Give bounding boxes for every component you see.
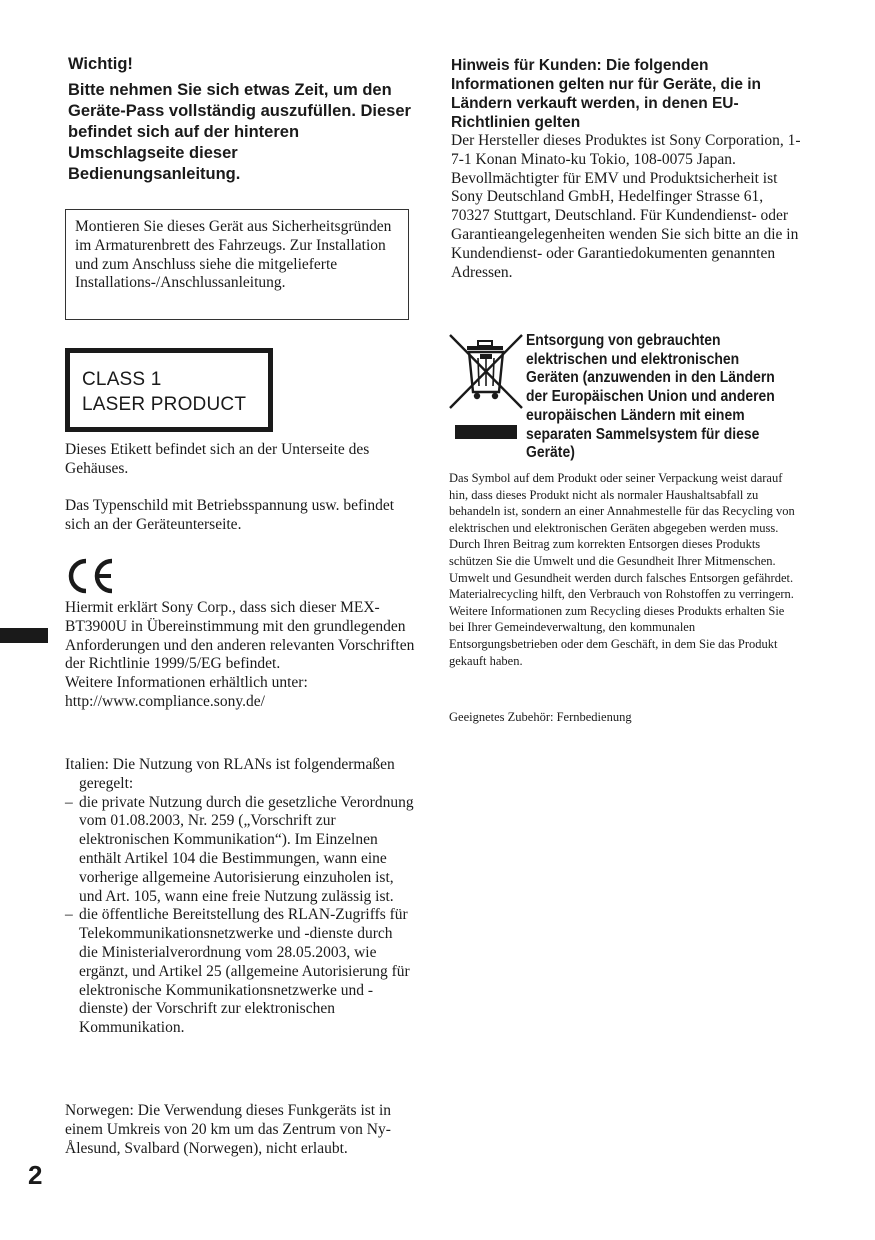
page-number: 2	[28, 1160, 43, 1190]
customer-notice-body: Der Hersteller dieses Produktes ist Sony Corporation, 1-7-1 Konan Minato-ku Tokio, 108-0075 Japan. Bevollmächtigter für EMV und Produktsicherheit ist Sony Deutschland GmbH, Hedelfinger Strasse 61, 70327 Stuttgart, Deutschland. Für Kundendienst- oder Garantieangelegenheiten wenden Sie sich bitte an die in Kundendienst- oder Garantiedokumenten genannten Adressen.	[451, 132, 801, 281]
laser-label-line2: LASER PRODUCT	[82, 394, 247, 415]
laser-class-label	[65, 348, 273, 432]
declaration-text: Hiermit erklärt Sony Corp., dass sich dieser MEX-BT3900U in Übereinstimmung mit den grundlegenden Anforderungen und den anderen relevanten Vorschriften der Richtlinie 1999/5/EG befindet.	[65, 599, 415, 673]
laser-label-line1: CLASS 1	[82, 369, 162, 390]
compliance-url[interactable]: http://www.compliance.sony.de/	[65, 692, 265, 710]
important-notice: Bitte nehmen Sie sich etwas Zeit, um den Geräte-Pass vollständig auszufüllen. Dieser befindet sich auf der hinteren Umschlagseite dieser Bedienungsanleitung.	[68, 81, 411, 183]
italy-rlan-section	[65, 756, 415, 1038]
mount-notice-box	[65, 209, 409, 320]
list-item	[65, 794, 415, 907]
typeplate-text: Das Typenschild mit Betriebsspannung usw. befindet sich an der Geräteunterseite.	[65, 497, 395, 533]
important-heading: Wichtig!	[68, 55, 133, 73]
list-item-text: die öffentliche Bereitstellung des RLAN-Zugriffs für Telekommunikationsnetzwerke und -dienste durch die Ministerialverordnung vom 28.05.2003, wie ergänzt, und Artikel 25 (allgemeine Autorisierung für elektronische Kommunikationsnetzwerke und -dienste) der Vorschrift zur elektronischen Kommunikation.	[79, 906, 410, 1037]
crossed-out-wheelie-bin-icon	[447, 332, 525, 447]
conformity-declaration	[65, 599, 415, 712]
list-item	[65, 906, 415, 1038]
list-dash: –	[65, 906, 73, 924]
customer-notice-heading: Hinweis für Kunden: Die folgenden Informationen gelten nur für Geräte, die in Ländern verkauft werden, in denen EU-Richtlinien gelten	[451, 57, 762, 131]
mount-notice-text: Montieren Sie dieses Gerät aus Sicherheitsgründen im Armaturenbrett des Fahrzeugs. Zur Installation und zum Anschluss siehe die mitgelieferte Installations-/Anschlussanleitung.	[75, 218, 392, 292]
ce-mark-icon	[66, 558, 116, 599]
list-dash: –	[65, 793, 73, 811]
norway-notice: Norwegen: Die Verwendung dieses Funkgeräts ist in einem Umkreis von 20 km um das Zentrum von Ny-Ålesund, Svalbard (Norwegen), nicht erlaubt.	[65, 1102, 392, 1157]
list-item-text: die private Nutzung durch die gesetzliche Verordnung vom 01.08.2003, Nr. 259 („Vorschrift zur elektronischen Kommunikation“). Im Einzelnen enthält Artikel 104 die Bestimmungen, wann eine vorherige allgemeine Autorisierung einzuholen ist, und Art. 105, wann eine freie Nutzung zulässig ist.	[79, 793, 414, 905]
accessories-note: Geeignetes Zubehör: Fernbedienung	[449, 710, 632, 724]
more-info-text: Weitere Informationen erhältlich unter:	[65, 674, 308, 692]
section-tab-marker	[0, 628, 48, 643]
weee-disposal-body: Das Symbol auf dem Produkt oder seiner Verpackung weist darauf hin, dass dieses Produkt nicht als normaler Haushaltsabfall zu behandeln ist, sondern an einer Annahmestelle für das Recycling von elektrischen und elektronischen Geräten abgegeben werden muss. Durch Ihren Beitrag zum korrekten Entsorgen dieses Produkts schützen Sie die Umwelt und die Gesundheit Ihrer Mitmenschen. Umwelt und Gesundheit werden durch falsches Entsorgen gefährdet. Materialrecycling hilft, den Verbrauch von Rohstoffen zu verringern. Weitere Informationen zum Recycling dieses Produkts erhalten Sie bei Ihrer Gemeindeverwaltung, den kommunalen Entsorgungsbetrieben oder dem Geschäft, in dem Sie das Produkt gekauft haben.	[449, 471, 795, 668]
label-location-text: Dieses Etikett befindet sich an der Unterseite des Gehäuses.	[65, 441, 370, 477]
italy-intro: Italien: Die Nutzung von RLANs ist folgendermaßen geregelt:	[65, 756, 395, 792]
weee-disposal-heading: Entsorgung von gebrauchten elektrischen und elektronischen Geräten (anzuwenden in den Ländern der Europäischen Union und anderen europäischen Ländern mit einem separaten Sammelsystem für diese Geräte)	[526, 332, 775, 462]
